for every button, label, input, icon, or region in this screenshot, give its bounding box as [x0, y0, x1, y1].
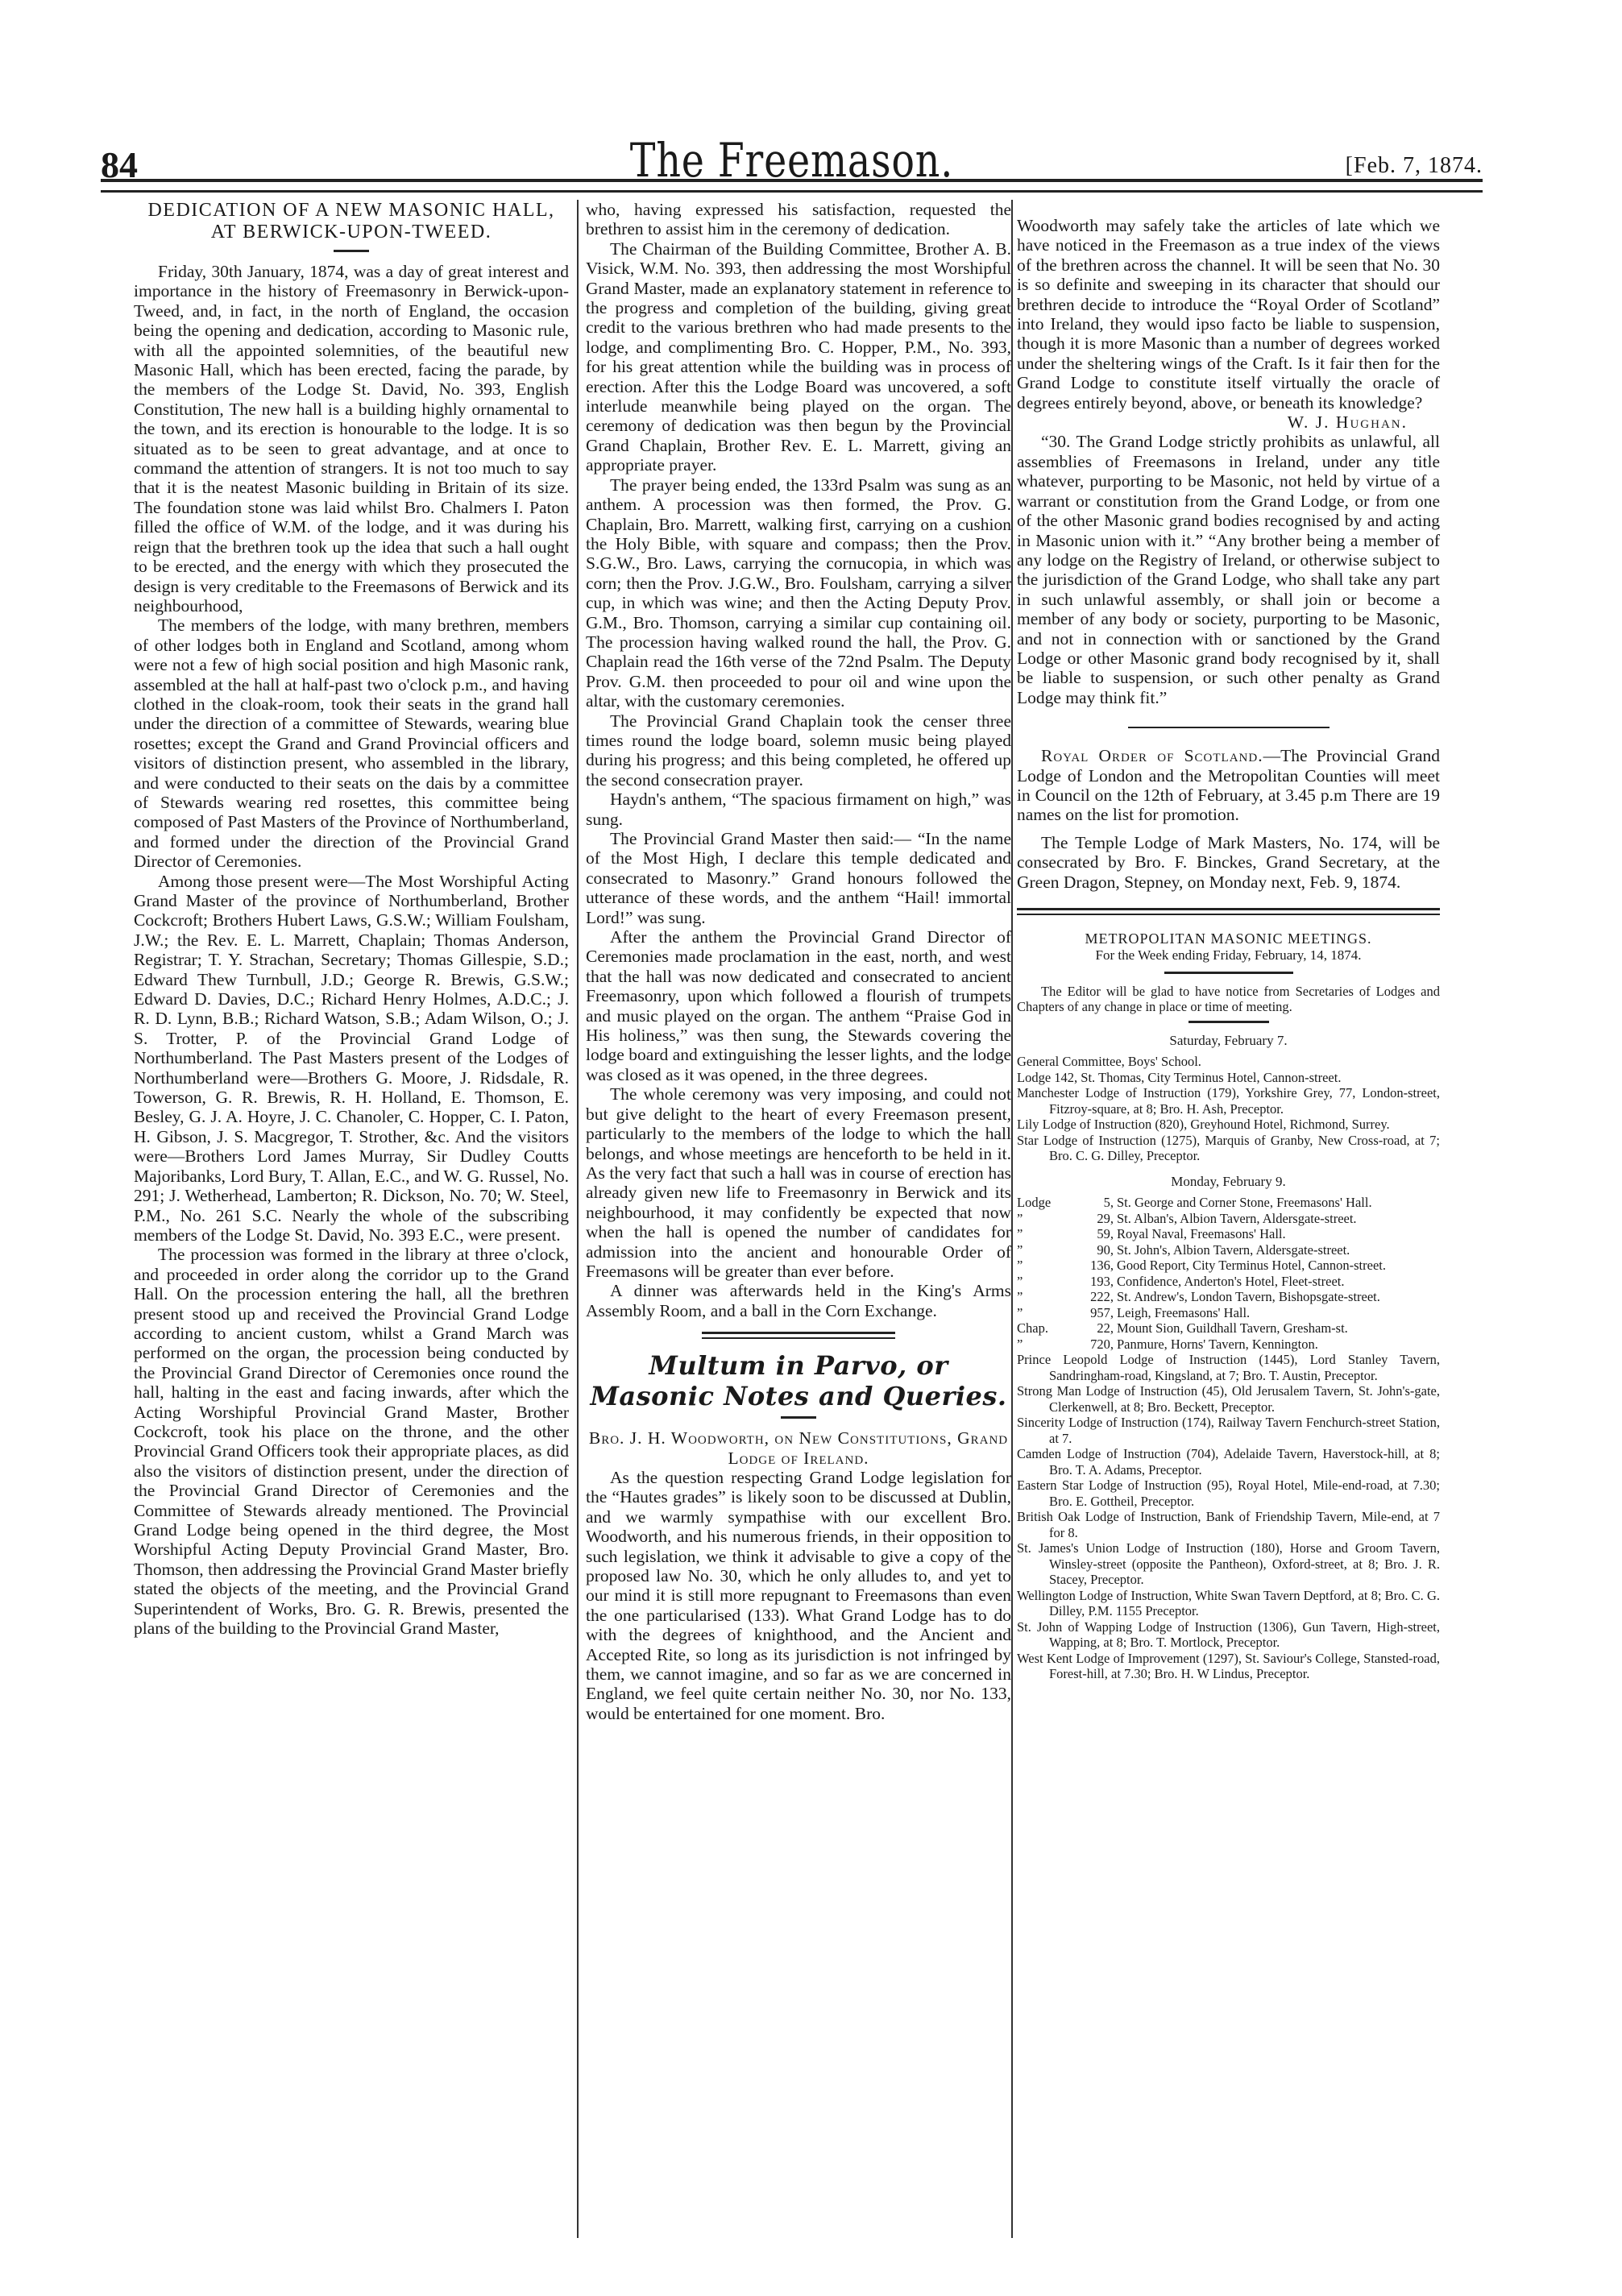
article-paragraph: Among those present were—The Most Worshipful Acting Grand Master of the province of Northumberland, Brother Cockcroft; Brothers Hubert Laws, G.S.W.; William Foulsham, J.W.; the Rev. E. L. Marrett, Chaplain; Thomas Anderson, Registrar; T. Y. Strachan, Secretary; Thomas Gillespie, S.D.; Edward Thew Turnbull, J.D.; George R. Brewis, G.S.W.; Edward D. Davies, D.C.; Richard Henry Holmes, A.D.C.; J. R. D. Lynn, B.B.; Richard Watson, S.B.; Adam Wilson, O.; J. S. Trotter, P. of the Provincial Grand Lodge of Northumberland. The Past Masters present of the Lodges of Northumberland were—Brothers G. Moore, J. Ridsdale, R. Towerson, G. R. Brewis, R. H. Holland, E. Thomson, E. Besley, G. J. A. Hoyre, J. C. Chanoler, C. Hopper, C. I. Paton, H. Gibson, J. S. Macgregor, T. Strother, &c. And the visitors were—Brothers Lord James Murray, Sir Dudley Coutts Majoribanks, Lord Bury, T. Allan, E.C., and W. G. Russel, No. 291; J. Wetherhead, Lamberton; R. Dickson, No. 70; W. Steel, P.M., No. 261 S.C. Nearly the whole of the subscribing members of the Lodge St. David, No. 393 E.C., were present.	[134, 871, 569, 1245]
meeting-type: ”	[1017, 1336, 1023, 1352]
meeting-venue: Good Report, City Terminus Hotel, Cannon-street.	[1117, 1258, 1386, 1274]
meeting-number: 222,	[1090, 1289, 1114, 1305]
meeting-type: ”	[1017, 1304, 1023, 1320]
short-rule	[1164, 972, 1293, 974]
masthead-rule	[101, 179, 1483, 193]
meeting-entry: West Kent Lodge of Improvement (1297), St. Saviour's College, Stansted-road, Forest-hill, at 7.30; Bro. H. W Lindus, Preceptor.	[1017, 1650, 1440, 1682]
meeting-entry: General Committee, Boys' School.	[1017, 1054, 1201, 1070]
notes-paragraph: As the question respecting Grand Lodge legislation for the “Hautes grades” is likely soon to be discussed at Dublin, and we warmly sympathise with our excellent Bro. Woodworth, and his numerous friends, in their opposition to such legislation, we think it advisable to give a copy of the proposed law No. 30, which he only alludes to, and yet to our mind it is still more repugnant to Freemasons than even the one particularised (133). What Grand Lodge has to do with the degrees of knighthood, and the Ancient and Accepted Rite, so long as its jurisdiction is not infringed by them, we cannot imagine, and so far as we are concerned in England, we feel quite certain neither No. 30, nor No. 133, would be entertained for one moment. Bro.	[586, 1467, 1011, 1723]
meeting-number: 90,	[1097, 1241, 1114, 1258]
meeting-venue: Mount Sion, Guildhall Tavern, Gresham-st.	[1117, 1320, 1348, 1337]
meeting-type: ”	[1017, 1258, 1023, 1274]
short-rule	[334, 250, 369, 252]
article-headline: DEDICATION OF A NEW MASONIC HALL, AT BERWICK-UPON-TWEED.	[147, 200, 555, 242]
meeting-venue: Confidence, Anderton's Hotel, Fleet-street.	[1117, 1273, 1345, 1289]
notes-paragraph: Woodworth may safely take the articles of late which we have noticed in the Freemason as a true index of the views of the brethren across the channel. It will be seen that No. 30 is so definite and sweeping in its character that should our brethren decide to introduce the “Royal Order of Scotland” into Ireland, they would ipso facto be liable to suspension, though it is more Masonic than a number of degrees worked under the sheltering wings of the Craft. Is it fair then for the Grand Lodge to constitute itself virtually the oracle of degrees entirely beyond, above, or beneath its knowledge?	[1017, 216, 1440, 412]
column-divider	[577, 200, 579, 2238]
meeting-number: 193,	[1090, 1273, 1114, 1289]
meeting-number: 5,	[1103, 1195, 1114, 1211]
meeting-row	[1017, 1242, 1440, 1258]
meeting-type: Chap.	[1017, 1320, 1048, 1337]
editor-note: The Editor will be glad to have notice from Secretaries of Lodges and Chapters of any change in place or time of meeting.	[1017, 984, 1440, 1014]
meeting-row	[1017, 1258, 1440, 1274]
page-number: 84	[101, 144, 138, 185]
section-title: Multum in Parvo, or Masonic Notes and Queries.	[590, 1350, 1007, 1412]
meeting-entry: St. John of Wapping Lodge of Instruction (1306), Gun Tavern, High-street, Wapping, at 8; Bro. T. Mortlock, Preceptor.	[1017, 1618, 1440, 1651]
masthead	[101, 129, 1483, 188]
column-2	[586, 200, 1011, 1723]
section-divider	[702, 1332, 895, 1339]
section-divider	[1017, 908, 1440, 915]
article-paragraph: The procession was formed in the library at three o'clock, and proceeded in order along the corridor up to the Grand Hall. On the procession entering the hall, all the brethren present stood up and received the Provincial Grand Lodge according to ancient custom, whilst a Grand March was performed on the organ, the procession being conducted by the Provincial Grand Director of Ceremonies once round the hall, halting in the east and facing inwards, after which the Acting Worshipful Provincial Grand Master, Brother Cockcroft, took his place on the throne, and the other Provincial Grand Officers took their appropriate places, as did also the visitors of distinction present, under the direction of the Provincial Grand Director of Ceremonies and the Committee of Stewards already mentioned. The Provincial Grand Lodge being opened in the third degree, the Most Worshipful Acting Deputy Provincial Grand Master, Bro. Thomson, then addressing the Provincial Grand Master briefly stated the objects of the meeting, and the Provincial Grand Superintendent of Works, Bro. G. R. Brewis, presented the plans of the building to the Provincial Grand Master,	[134, 1245, 569, 1639]
quoted-law: “30. The Grand Lodge strictly prohibits as unlawful, all assemblies of Freemasons in Ireland, under any title whatever, purporting to be Masonic, not held by virtue of a warrant or constitution from the Grand Lodge, or from one of the other Masonic grand bodies recognised by and acting in Masonic union with it.” “Any brother being a member of any lodge on the Registry of Ireland, or otherwise subject to the jurisdiction of the Grand Lodge, who shall take any part in such unlawful assembly, or shall join or become a member of any body or society, purporting to be Masonic, and not in connection with or sanctioned by the Grand Lodge or other Masonic grand body recognised by it, shall be liable to suspension, or such other penalty as Grand Lodge may think fit.”	[1017, 432, 1440, 707]
short-rule	[1188, 1021, 1269, 1023]
meeting-entry: Manchester Lodge of Instruction (179), Yorkshire Grey, 77, London-street, Fitzroy-square, at 8; Bro. H. Ash, Preceptor.	[1017, 1085, 1440, 1117]
meeting-row	[1017, 1226, 1440, 1242]
meeting-venue: Royal Naval, Freemasons' Hall.	[1117, 1226, 1286, 1242]
day-heading-monday: Monday, February 9.	[1171, 1173, 1286, 1189]
day-heading-saturday: Saturday, February 7.	[1169, 1033, 1288, 1048]
section-divider	[1128, 727, 1330, 728]
meeting-number: 22,	[1097, 1320, 1114, 1337]
column-3	[1017, 200, 1440, 1682]
issue-date: [Feb. 7, 1874.	[1345, 153, 1483, 178]
meeting-row	[1017, 1289, 1440, 1305]
meeting-entry: Wellington Lodge of Instruction, White Swan Tavern Deptford, at 8; Bro. C. G. Dilley, P.M. 1155 Preceptor.	[1017, 1587, 1440, 1619]
article-paragraph: The whole ceremony was very imposing, and could not but give delight to the heart of every Freemason present, particularly to the members of the lodge to which the hall belongs, and whose meetings are henceforth to be held in it. As the very fact that such a hall was in course of erection has already given new life to Freemasonry in Berwick and its neighbourhood, it may confidently be expected that now when the hall is opened the number of candidates for admission into the ancient and honourable Order of Freemasons will be greater than ever before.	[586, 1084, 1011, 1281]
meeting-type: Lodge	[1017, 1195, 1052, 1211]
subhead: Bro. J. H. Woodworth, on New Constitutions, Grand Lodge of Ireland.	[588, 1428, 1009, 1468]
meeting-entry: St. James's Union Lodge of Instruction (180), Horse and Groom Tavern, Winsley-street (opposite the Pantheon), Oxford-street, at 8; Bro. J. R. Stacey, Preceptor.	[1017, 1540, 1440, 1588]
meeting-number: 29,	[1097, 1210, 1114, 1226]
meeting-venue: St. George and Corner Stone, Freemasons' Hall.	[1117, 1195, 1372, 1211]
meeting-venue: St. Alban's, Albion Tavern, Aldersgate-street.	[1117, 1210, 1357, 1226]
meeting-type: ”	[1017, 1289, 1023, 1305]
meeting-entry: Eastern Star Lodge of Instruction (95), Royal Hotel, Mile-end-road, at 7.30; Bro. E. Gottheil, Preceptor.	[1017, 1477, 1440, 1509]
article-paragraph: The Chairman of the Building Committee, Brother A. B. Visick, W.M. No. 393, then addressing the most Worshipful Grand Master, made an explanatory statement in reference to the progress and completion of the building, giving great credit to the various brethren who had made presents to the lodge, and complimenting Bro. C. Hopper, P.M., No. 393, for his great attention while the building was in process of erection. After this the Lodge Board was uncovered, a soft interlude meanwhile being played on the organ. The ceremony of dedication was then begun by the Provincial Grand Chaplain, Brother Rev. E. L. Marrett, giving an appropriate prayer.	[586, 238, 1011, 475]
article-paragraph: The Provincial Grand Chaplain took the censer three times round the lodge board, solemn music being played during his progress; and this being completed, he offered up the second consecration prayer.	[586, 711, 1011, 790]
meeting-entry: Lodge 142, St. Thomas, City Terminus Hotel, Cannon-street.	[1017, 1069, 1342, 1085]
article-paragraph: A dinner was afterwards held in the King's Arms Assembly Room, and a ball in the Corn Exchange.	[586, 1281, 1011, 1320]
article-paragraph: The members of the lodge, with many brethren, members of other lodges both in England and Scotland, among whom were not a few of high social position and high Masonic rank, assembled at the hall at half-past two o'clock p.m., and having clothed in the cloak-room, took their seats in the grand hall under the direction of a committee of Stewards, wearing blue rosettes; except the Grand and Grand Provincial officers and visitors of distinction present, who assembled in the library, and were conducted to their seats on the dais by a committee of Stewards wearing red rosettes, this committee being composed of Past Masters of the Province of Northumberland, and formed under the direction of the Provincial Grand Director of Ceremonies.	[134, 615, 569, 872]
meeting-row	[1017, 1211, 1440, 1227]
meeting-number: 957,	[1090, 1304, 1114, 1320]
meeting-number: 59,	[1097, 1226, 1114, 1242]
royal-order-text: —The Provincial Grand Lodge of London and the Metropolitan Counties will meet in Council on the 12th of February, at 3.45 p.m There are 19 names on the list for promotion.	[1017, 746, 1440, 825]
meeting-venue: St. Andrew's, London Tavern, Bishopsgate-street.	[1117, 1289, 1380, 1305]
meeting-venue: Panmure, Horns' Tavern, Kennington.	[1117, 1336, 1318, 1352]
royal-order-paragraph	[1017, 746, 1440, 825]
meeting-row	[1017, 1305, 1440, 1321]
short-rule	[781, 1416, 816, 1419]
article-paragraph: Friday, 30th January, 1874, was a day of great interest and importance in the history of Freemasonry in Berwick-upon-Tweed, and, in fact, in the north of England, the occasion being the opening and dedication, according to Masonic rule, with all the appointed solemnities, of the beautiful new Masonic Hall, which has been erected, facing the parade, by the members of the Lodge St. David, No. 393, English Constitution, The new hall is a building highly ornamental to the town, and its erection is honourable to the lodge. It is so situated as to be seen to great advantage, and at once to command the attention of strangers. It is not too much to say that it is the neatest Masonic building in Britain of its size. The foundation stone was laid whilst Bro. Chalmers I. Paton filled the office of W.M. of the lodge, and it was during his reign that the brethren took up the idea that such a hall ought to be erected, and the energy with which they prosecuted the design is very creditable to the Freemasons of Berwick and its neighbourhood,	[134, 262, 569, 615]
monday-meetings	[1017, 1195, 1440, 1682]
column-1	[134, 200, 569, 1638]
article-paragraph: After the anthem the Provincial Grand Director of Ceremonies made proclamation in the east, north, and west that the hall was now dedicated and consecrated to ancient Freemasonry, upon which followed a flourish of trumpets and music played on the organ. The anthem “Praise God in His holiness,” was then sung, the Stewards covering the lodge board and extinguishing the lesser lights, and the lodge was closed as it was opened, in the three degrees.	[586, 927, 1011, 1084]
meeting-type: ”	[1017, 1273, 1023, 1289]
meeting-row	[1017, 1195, 1440, 1211]
article-paragraph: The prayer being ended, the 133rd Psalm was sung as an anthem. A procession was then formed, the Prov. G. Chaplain, Bro. Marrett, walking first, carrying on a cushion the Holy Bible, with square and compass; then the Prov. S.G.W., Bro. Laws, carrying the cornucopia, in which was corn; then the Prov. J.G.W., Bro. Foulsham, carrying a silver cup, in which was wine; and then the Acting Deputy Prov. G.M., Bro. Thomson, carrying a similar cup containing oil. The procession having walked round the hall, the Prov. G. Chaplain read the 16th verse of the 72nd Psalm. The Deputy Prov. G.M. then proceeded to pour oil and wine upon the altar, with the customary ceremonies.	[586, 475, 1011, 711]
meeting-row	[1017, 1320, 1440, 1337]
meeting-entry: Star Lodge of Instruction (1275), Marquis of Granby, New Cross-road, at 7; Bro. C. G. Dilley, Preceptor.	[1017, 1132, 1440, 1164]
meetings-title: METROPOLITAN MASONIC MEETINGS.	[1085, 930, 1372, 947]
column-divider	[1011, 200, 1013, 2238]
meeting-row	[1017, 1274, 1440, 1290]
meeting-venue: Leigh, Freemasons' Hall.	[1117, 1304, 1251, 1320]
saturday-meetings	[1017, 1054, 1440, 1164]
meetings-subtitle: For the Week ending Friday, February, 14, 1874.	[1095, 947, 1362, 963]
meeting-entry: Camden Lodge of Instruction (704), Adelaide Tavern, Haverstock-hill, at 8; Bro. T. A. Adams, Preceptor.	[1017, 1446, 1440, 1477]
article-paragraph: who, having expressed his satisfaction, requested the brethren to assist him in the ceremony of dedication.	[586, 200, 1011, 239]
meeting-number: 136,	[1090, 1258, 1114, 1274]
meeting-venue: St. John's, Albion Tavern, Aldersgate-street.	[1117, 1241, 1350, 1258]
meeting-type: ”	[1017, 1210, 1023, 1226]
article-paragraph: The Provincial Grand Master then said:— “In the name of the Most High, I declare this temple dedicated and consecrated to Masonry.” Grand honours followed the utterance of these words, and the anthem “Hail! immortal Lord!” was sung.	[586, 829, 1011, 927]
meeting-entry: Prince Leopold Lodge of Instruction (1445), Lord Stanley Tavern, Sandringham-road, Kingsland, at 7; Bro. T. Austin, Preceptor.	[1017, 1352, 1440, 1383]
meeting-type: ”	[1017, 1226, 1023, 1242]
meeting-row	[1017, 1337, 1440, 1353]
signature: W. J. Hughan.	[1287, 412, 1408, 433]
article-paragraph: Haydn's anthem, “The spacious firmament on high,” was sung.	[586, 790, 1011, 829]
meeting-type: ”	[1017, 1241, 1023, 1258]
meeting-entry: Lily Lodge of Instruction (820), Greyhound Hotel, Richmond, Surrey.	[1017, 1117, 1390, 1133]
royal-order-lead: Royal Order of Scotland.	[1041, 746, 1263, 766]
meeting-entry: British Oak Lodge of Instruction, Bank of Friendship Tavern, Mile-end, at 7 for 8.	[1017, 1509, 1440, 1540]
meeting-number: 720,	[1090, 1336, 1114, 1352]
temple-lodge-paragraph: The Temple Lodge of Mark Masters, No. 174, will be consecrated by Bro. F. Binckes, Grand Secretary, at the Green Dragon, Stepney, on Monday next, Feb. 9, 1874.	[1017, 832, 1440, 892]
newspaper-title: The Freemason.	[629, 133, 954, 188]
meeting-entry: Strong Man Lodge of Instruction (45), Old Jerusalem Tavern, St. John's-gate, Clerkenwell, at 8; Bro. Beckett, Preceptor.	[1017, 1383, 1440, 1415]
meeting-entry: Sincerity Lodge of Instruction (174), Railway Tavern Fenchurch-street Station, at 7.	[1017, 1415, 1440, 1446]
